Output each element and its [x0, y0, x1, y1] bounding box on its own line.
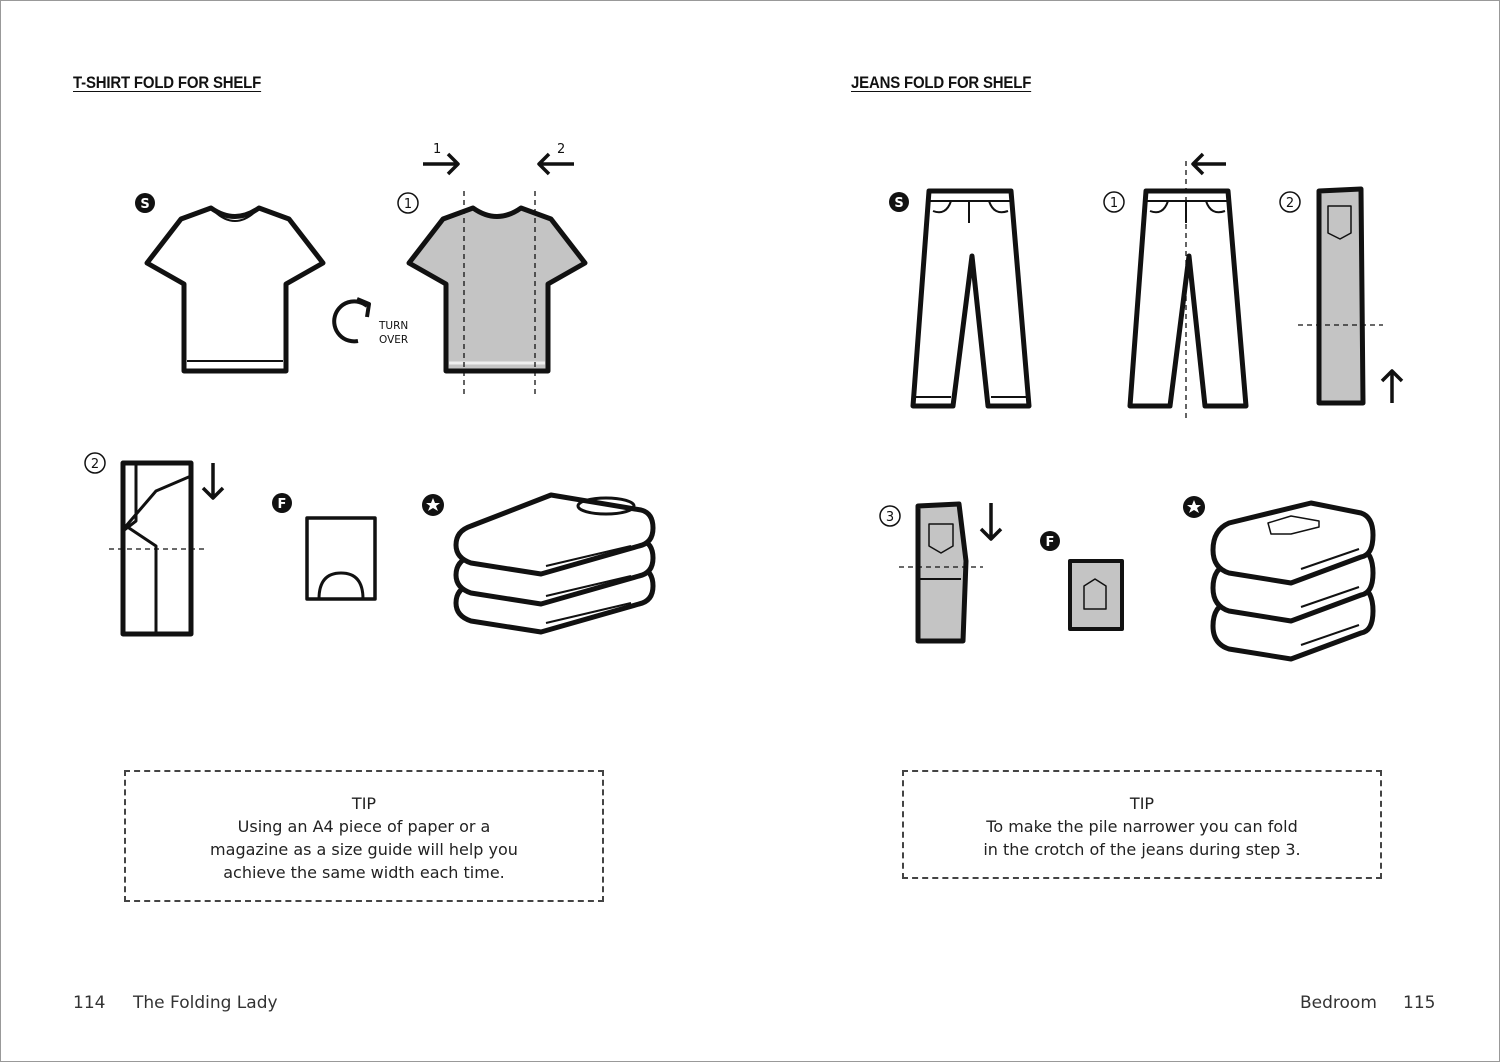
tshirt-tip-box	[124, 770, 604, 902]
badge-finish-tshirt	[272, 493, 292, 513]
fold-arrow-left-icon	[539, 142, 574, 174]
tshirt-back-illustration	[409, 191, 585, 396]
svg-text:TURN: TURN	[379, 320, 409, 332]
badge-star-jeans	[1183, 496, 1205, 518]
left-page-number: 114	[73, 993, 106, 1013]
fold-arrow-right-icon	[423, 142, 458, 174]
svg-text:1: 1	[433, 142, 442, 157]
jeans-step1-illustration	[1130, 154, 1246, 421]
jeans-folded-illustration	[1070, 561, 1122, 629]
right-page-number: 115	[1403, 993, 1436, 1013]
jeans-heading: JEANS FOLD FOR SHELF	[851, 73, 1032, 92]
tshirt-flat-illustration	[147, 208, 323, 371]
jeans-flat-illustration	[913, 191, 1029, 406]
badge-finish-jeans	[1040, 531, 1060, 551]
jeans-tip-box	[902, 770, 1382, 879]
tip-text: To make the pile narrower you can fold in the crotch of the jeans during step 3.	[983, 817, 1301, 859]
badge-step1-jeans	[1104, 192, 1124, 212]
svg-text:1: 1	[1109, 196, 1119, 211]
book-title: The Folding Lady	[133, 993, 278, 1013]
svg-text:S: S	[894, 196, 904, 211]
svg-text:3: 3	[885, 510, 895, 525]
tshirt-folded-strip-illustration	[109, 463, 223, 634]
tip-text: Using an A4 piece of paper or a magazine as a size guide will help you achieve the same width each time.	[210, 817, 518, 882]
illustrations	[1, 1, 1500, 1062]
tshirt-stack-illustration	[456, 495, 653, 632]
svg-text:F: F	[277, 497, 287, 512]
tip-title: TIP	[351, 794, 377, 813]
jeans-step2-illustration	[1298, 189, 1402, 403]
svg-text:2: 2	[1285, 196, 1295, 211]
svg-text:F: F	[1045, 535, 1055, 550]
badge-step1-tshirt	[398, 193, 418, 213]
svg-text:1: 1	[403, 197, 413, 212]
tshirt-folded-illustration	[307, 518, 375, 599]
svg-text:OVER: OVER	[379, 334, 409, 346]
badge-start-jeans	[889, 192, 909, 212]
badge-start-tshirt	[135, 193, 155, 213]
tip-title: TIP	[1129, 794, 1155, 813]
jeans-stack-illustration	[1213, 503, 1373, 659]
badge-step2-jeans	[1280, 192, 1300, 212]
badge-step3-jeans	[880, 506, 900, 526]
turn-over-icon	[334, 299, 408, 346]
svg-text:2: 2	[557, 142, 566, 157]
jeans-step3-illustration	[899, 503, 1001, 641]
tshirt-heading: T-SHIRT FOLD FOR SHELF	[73, 73, 262, 92]
badge-star-tshirt	[422, 494, 444, 516]
svg-text:2: 2	[90, 457, 100, 472]
section-name: Bedroom	[1300, 993, 1377, 1013]
badge-step2-tshirt	[85, 453, 105, 473]
svg-text:S: S	[140, 197, 150, 212]
